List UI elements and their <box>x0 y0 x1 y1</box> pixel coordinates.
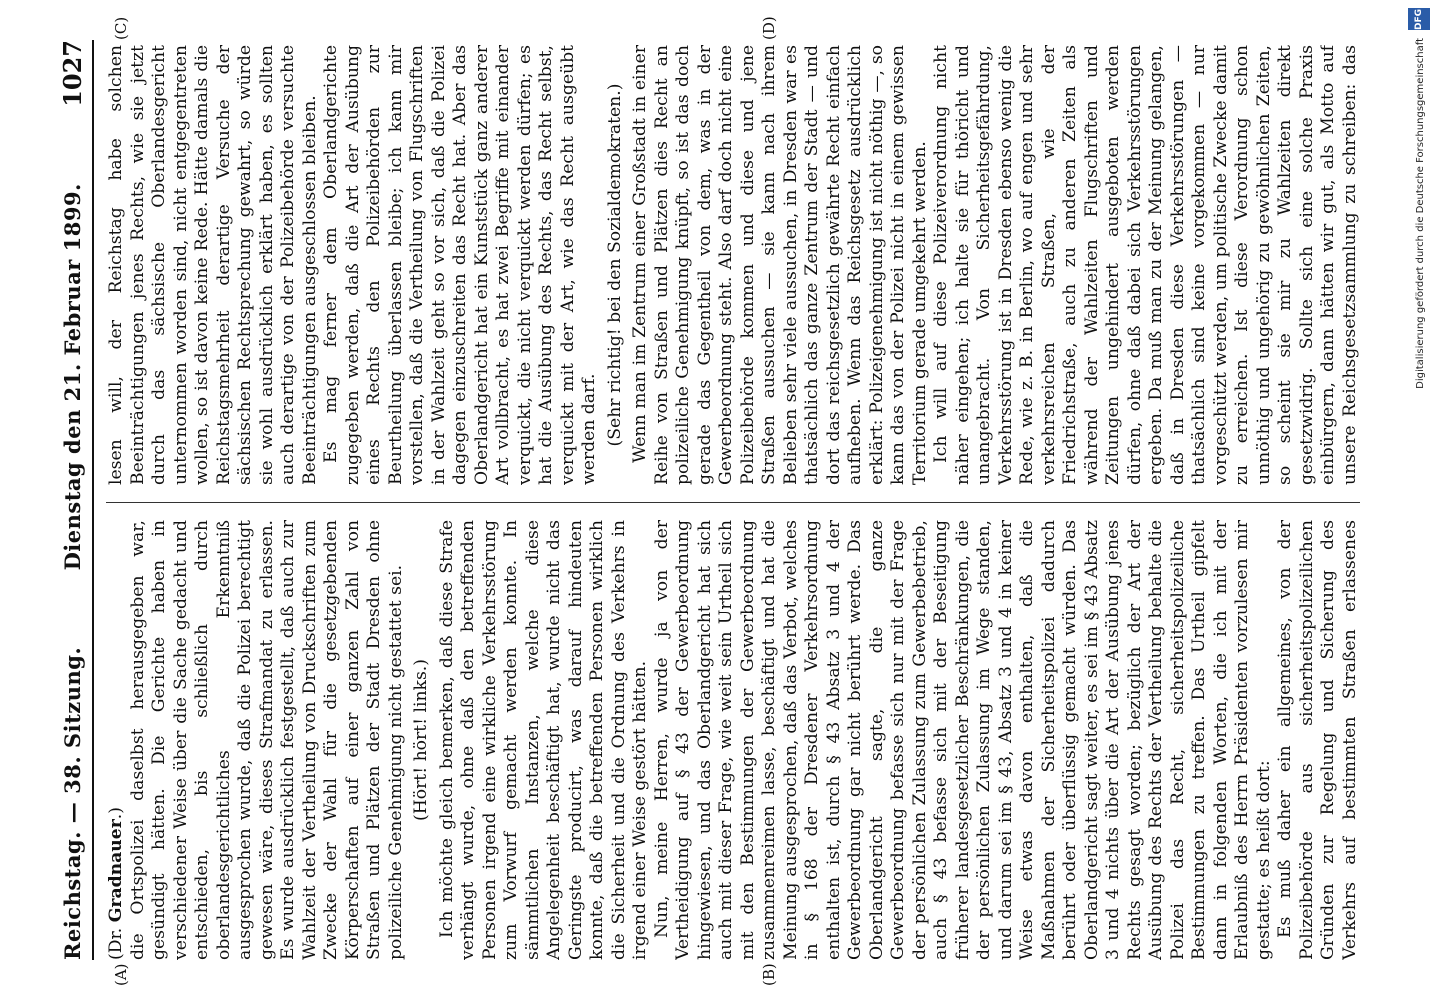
paragraph: Ich möchte gleich bemerken, daß diese Strafe verhängt wurde, ohne daß den betreffenden Personen irgend eine wirkliche Verkehrsstörung zum Vorwurf gemacht werden konnte. In sämmtlichen Instanzen, welche diese Angelegenheit beschäftigt hat, wurde nicht das Geringste producirt, was darauf hindeuten konnte, daß die betreffenden Personen wirklich die Sicherheit und die Ordnung des Verkehrs in irgend einer Weise gestört hätten. <box>436 520 650 960</box>
page-header <box>52 40 94 960</box>
margin-marker-b: (B) <box>760 963 778 986</box>
speaker-prefix: (Dr. <box>106 927 126 960</box>
header-date: Dienstag den 21. Februar 1899. <box>59 183 85 571</box>
dfg-logo: DFG <box>1408 8 1430 30</box>
speaker-line <box>106 520 128 960</box>
header-left: Reichstag. — 38. Sitzung. <box>59 646 85 960</box>
right-column <box>106 45 1360 485</box>
digitization-sidebar <box>1400 0 1434 1000</box>
paragraph: die Ortspolizei daselbst herausgegeben war, gesündigt hätten. Die Gerichte haben in verschiedener Weise über die Sache gedacht und entschieden, bis schließlich durch oberlandesgerichtliches Erkenntniß ausgesprochen wurde, daß die Polizei berechtigt gewesen wäre, dieses Strafmandat zu erlassen. Es wurde ausdrücklich festgestellt, daß auch zur Wahlzeit der Vertheilung von Druckschriften zum Zwecke der Wahl für die gesetzgebenden Körperschaften auf einer ganzen Zahl von Straßen und Plätzen der Stadt Dresden ohne polizeiliche Genehmigung nicht gestattet sei. <box>127 520 406 960</box>
page-number: 1027 <box>57 40 87 107</box>
speaker-name: Gradnauer <box>106 819 126 923</box>
paragraph: Wenn man im Zentrum einer Großstadt in einer Reihe von Straßen und Plätzen dies Recht an polizeiliche Genehmigung knüpft, so ist das doch gerade das Gegentheil von dem, was in der Gewerbeordnung steht. Also darf doch nicht eine Polizeibehörde kommen und diese und jene Straßen aussuchen — sie kann nach ihrem Belieben sehr viele aussuchen, in Dresden war es thatsächlich das ganze Zentrum der Stadt — und dort das reichsgesetzlich gewährte Recht einfach aufheben. Wenn das Reichsgesetz ausdrücklich erklärt: Polizeigenehmigung ist nicht nöthig —, so kann das von der Polizei nicht in einem gewissen Territorium gerade umgekehrt werden. <box>630 45 930 485</box>
paragraph: lesen will, der Reichstag habe solchen Beeinträchtigungen jenes Rechts, wie sie jetzt durch das sächsische Oberlandesgericht unternommen worden sind, nicht entgegentreten wollen, so ist davon keine Rede. Hätte damals die Reichstagsmehrheit derartige Versuche der sächsischen Rechtsprechung gewahrt, so würde sie wohl ausdrücklich erklärt haben, es sollten auch derartige von der Polizeibehörde versuchte Beeinträchtigungen ausgeschlossen bleiben. <box>106 45 320 485</box>
margin-marker-d: (D) <box>760 16 778 40</box>
rotated-document-page <box>20 0 1390 1000</box>
column-divider <box>106 502 1360 503</box>
interjection: (Hört! hört! links.) <box>411 659 431 821</box>
paragraph: Nun, meine Herren, wurde ja von der Vertheidigung auf § 43 der Gewerbeordnung hingewiesen, und das Oberlandgericht hat sich auch mit dieser Frage, wie weit sein Urtheil sich mit den Bestimmungen der Gewerbeordnung zusammenreimen lasse, beschäftigt und hat die Meinung ausgesprochen, daß das Verbot, welches in § 168 der Dresdener Verkehrsordnung enthalten ist, durch § 43 Absatz 3 und 4 der Gewerbeordnung gar nicht berührt werde. Das Oberlandgericht sagte, die ganze Gewerbeordnung befasse sich nur mit der Frage der persönlichen Zulassung zum Gewerbebetrieb, auch § 43 befasse sich mit der Beseitigung früherer landesgesetzlicher Beschränkungen, die der persönlichen Zulassung im Wege standen, und darum sei im § 43, Absatz 3 und 4 in keiner Weise etwas davon enthalten, daß die Maßnahmen der Sicherheitspolizei dadurch berührt oder überflüssig gemacht würden. Das Oberlandgericht sagt weiter, es sei im § 43 Absatz 3 und 4 nichts über die Art der Ausübung jenes Rechts gesagt worden; bezüglich der Art der Ausübung des Rechts der Vertheilung behalte die Polizei das Recht, sicherheitspolizeiliche Bestimmungen zu treffen. Das Urtheil gipfelt dann in folgenden Worten, die ich mit der Erlaubniß des Herrn Präsidenten vorzulesen mir gestatte; es heißt dort: <box>651 520 1274 960</box>
digitization-note: Digitalisierung gefördert durch die Deutsche Forschungsgemeinschaft <box>1415 38 1426 389</box>
paragraph: Es mag ferner dem Oberlandgerichte zugegeben werden, daß die Art der Ausübung eines Rechts den Polizeibehörden zur Beurtheilung überlassen bleibe; ich kann mir vorstellen, daß die Vertheilung von Flugschriften in der Wahlzeit geht so vor sich, daß die Polizei dagegen einzuschreiten das Recht hat. Aber das Oberlandgericht hat ein Kunststück ganz anderer Art vollbracht, es hat zwei Begriffe mit einander verquickt, die nicht verquickt werden dürfen; es hat die Ausübung des Rechts, das Recht selbst, verquickt mit der Art, wie das Recht ausgeübt werden darf. <box>321 45 599 485</box>
interjection: (Sehr richtig! bei den Sozialdemokraten.) <box>604 83 625 447</box>
margin-marker-c: (C) <box>112 16 130 40</box>
quotation: Es muß daher ein allgemeines, von der Polizeibehörde aus sicherheitspolizeilichen Gründen zur Regelung und Sicherung des Verkehrs auf bestimmten Straßen erlassenes <box>1275 520 1360 960</box>
left-column <box>106 520 1360 960</box>
margin-marker-a: (A) <box>112 963 130 986</box>
speaker-suffix: .) <box>106 807 126 820</box>
paragraph: Ich will auf diese Polizeiverordnung nicht näher eingehen; ich halte sie für thöricht und unangebracht. Von Sicherheitsgefährdung, Verkehrsstörung ist in Dresden ebenso wenig die Rede, wie z. B. in Berlin, wo auf engen und sehr verkehrsreichen Straßen, wie der Friedrichstraße, auch zu anderen Zeiten als während der Wahlzeiten Flugschriften und Zeitungen ungehindert ausgeboten werden dürfen, ohne daß dabei sich Verkehrsstörungen ergeben. Da muß man zu der Meinung gelangen, daß in Dresden diese Verkehrsstörungen — thatsächlich sind keine vorgekommen — nur vorgeschützt werden, um politische Zwecke damit zu erreichen. Ist diese Verordnung schon unnöthig und ungehörig zu gewöhnlichen Zeiten, so scheint sie mir zu Wahlzeiten direkt gesetzwidrig. Sollte sich eine solche Praxis einbürgern, dann hätten wir gut, als Motto auf unsere Reichsgesetzsammlung zu schreiben: das <box>931 45 1360 485</box>
